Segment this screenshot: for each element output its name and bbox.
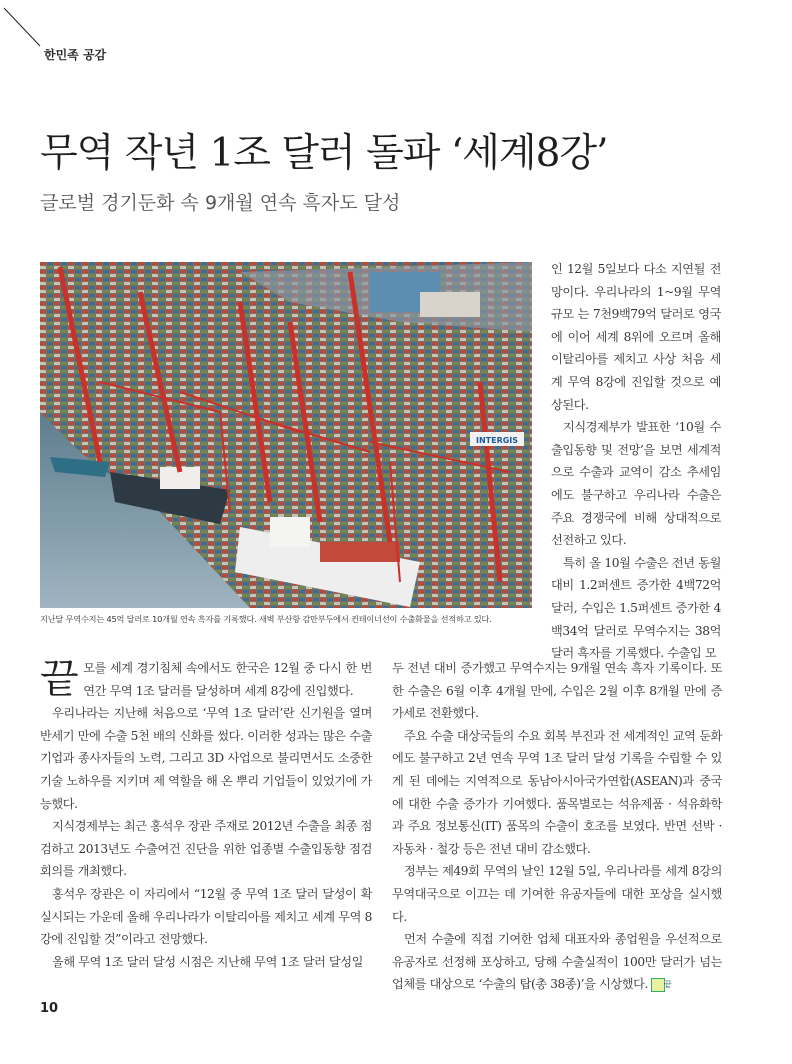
paragraph: 지식경제부가 발표한 ‘10월 수출입동향 및 전망’을 보면 세계적으로 수출과 교역이 감소 추세임에도 불구하고 우리나라 수출은 주요 경쟁국에 비해 상대적으로 선전하고 있다. — [551, 420, 721, 548]
body-column-right — [392, 657, 722, 996]
section-label: 한민족 공감 — [44, 48, 107, 62]
article-headline: 무역 작년 1조 달러 돌파 ‘세계8강’ — [40, 131, 608, 176]
paragraph: 정부는 제49회 무역의 날인 12월 5일, 우리나라를 세계 8강의 무역대국으로 이끄는 데 기여한 유공자들에 대한 포상을 실시했다. — [392, 864, 722, 924]
body-column-left — [40, 657, 372, 973]
drop-cap: 끝 — [40, 656, 79, 702]
page-number: 10 — [40, 1001, 59, 1016]
final-text: 먼저 수출에 직접 기여한 업체 대표자와 종업원을 우선적으로 유공자로 선정해 포상하고, 당해 수출실적이 100만 달러가 넘는 업체를 대상으로 ‘수출의 탑(총 38종)’을 시상했다. — [392, 932, 722, 992]
paragraph: 인 12월 5일보다 다소 지연될 전망이다. 우리나라의 1~9월 무역 규모 는 7천9백79억 달러로 영국에 이어 세계 8위에 오르며 올해 이탈리아를 제치고 사상 처음 세계 무역 8강에 진입할 것으로 예상된다. — [551, 262, 721, 412]
paragraph-final — [392, 928, 722, 996]
paragraph: 두 전년 대비 증가했고 무역수지는 9개월 연속 흑자 기록이다. 또한 수출은 6월 이후 4개월 만에, 수입은 2월 이후 8개월 만에 증가세로 전환했다. — [392, 661, 722, 721]
paragraph: 주요 수출 대상국들의 수요 회복 부진과 전 세계적인 교역 둔화에도 불구하고 2년 연속 무역 1조 달러 달성 기록을 수립할 수 있게 된 데에는 지역적으로 동남아시아국가연합(ASEAN)과 중국에 대한 수출 증가가 기여했다. 품목별로는 석유제품 · 석유화학과 주요 정보통신(IT) 품목의 수출이 호조를 보였다. 반면 선박 · 자동차 · 철강 등은 전년 대비 감소했다. — [392, 728, 722, 856]
paragraph: 홍석우 장관은 이 자리에서 “12월 중 무역 1조 달러 달성이 확실시되는 가운데 올해 우리나라가 이탈리아를 제치고 세계 무역 8강에 진입할 것”이라고 전망했다. — [40, 886, 372, 947]
article-subheadline: 글로벌 경기둔화 속 9개월 연속 흑자도 달성 — [40, 192, 401, 214]
port-photo — [40, 262, 532, 608]
paragraph-lead — [40, 657, 372, 702]
paragraph: 특히 올 10월 수출은 전년 동월 대비 1.2퍼센트 증가한 4백72억 달러, 수입은 1.5퍼센트 증가한 4백34억 달러로 무역수지는 38억 달러 흑자를 기록했다. 수출입 모 — [551, 555, 721, 661]
paragraph: 올해 무역 1조 달러 달성 시점은 지난해 무역 1조 달러 달성일 — [52, 954, 364, 969]
body-column-right-top — [551, 258, 721, 665]
lead-text: 모를 세계 경기침체 속에서도 한국은 12월 중 다시 한 번 연간 무역 1조 달러를 달성하며 세계 8강에 진입했다. — [83, 661, 372, 698]
photo-sign-text: INTERGIS — [475, 436, 519, 445]
paragraph: 우리나라는 지난해 처음으로 ‘무역 1조 달러’란 신기원을 열며 반세기 만에 수출 5천 배의 신화를 썼다. 이러한 성과는 많은 수출 기업과 종사자들의 노력, 그리고 3D 사업으로 불리면서도 소중한 기술 노하우를 지키며 제 역할을 해 온 뿌리 기업들이 있었기에 가능했다. — [40, 706, 372, 811]
paragraph: 지식경제부는 최근 홍석우 장관 주재로 2012년 수출을 최종 점검하고 2013년도 수출여건 진단을 위한 업종별 수출입동향 점검 회의를 개최했다. — [40, 819, 372, 879]
end-mark-icon: 끝 — [651, 978, 665, 992]
photo-caption: 지난달 무역수지는 45억 달러로 10개월 연속 흑자를 기록했다. 새벽 부산항 감만부두에서 컨테이너선이 수출화물을 선적하고 있다. — [40, 614, 492, 624]
